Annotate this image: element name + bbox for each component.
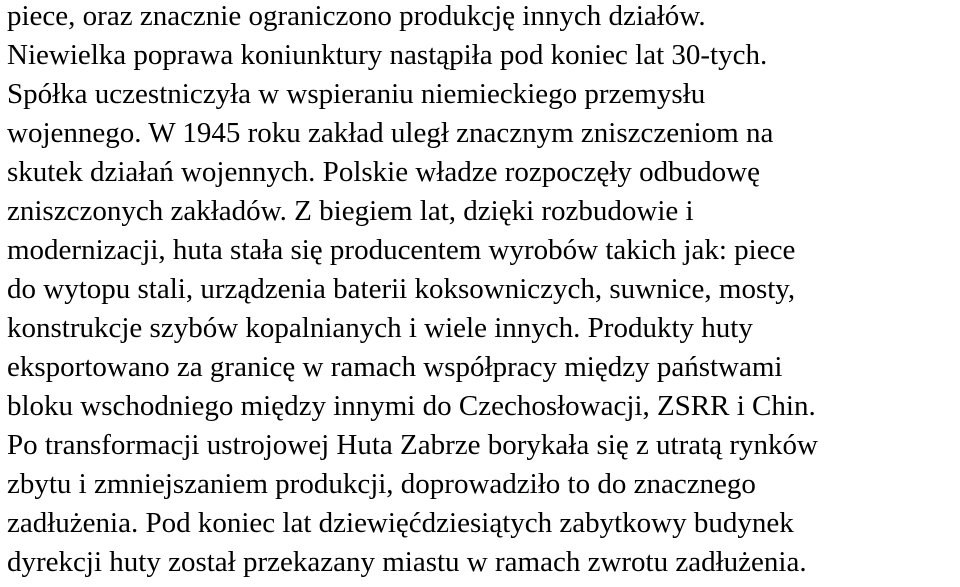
text-line-2: Niewielka poprawa koniunktury nastąpiła pod koniec lat 30-tych. bbox=[7, 39, 768, 71]
text-line-14: zadłużenia. Pod koniec lat dziewięćdziesiątych zabytkowy budynek bbox=[7, 507, 794, 539]
text-line-13: zbytu i zmniejszaniem produkcji, doprowadziło to do znacznego bbox=[7, 468, 756, 500]
text-line-15: dyrekcji huty został przekazany miastu w ramach zwrotu zadłużenia. bbox=[7, 546, 807, 578]
text-line-3: Spółka uczestniczyła w wspieraniu niemieckiego przemysłu bbox=[7, 78, 706, 110]
text-line-6: zniszczonych zakładów. Z biegiem lat, dzięki rozbudowie i bbox=[7, 195, 694, 227]
text-line-8: do wytopu stali, urządzenia baterii koksowniczych, suwnice, mosty, bbox=[7, 273, 796, 305]
text-line-1: piece, oraz znacznie ograniczono produkcję innych działów. bbox=[7, 0, 706, 32]
text-line-5: skutek działań wojennych. Polskie władze rozpoczęły odbudowę bbox=[7, 156, 760, 188]
document-page bbox=[7, 0, 957, 587]
text-line-9: konstrukcje szybów kopalnianych i wiele innych. Produkty huty bbox=[7, 312, 753, 344]
text-line-11: bloku wschodniego między innymi do Czechosłowacji, ZSRR i Chin. bbox=[7, 390, 816, 422]
text-line-7: modernizacji, huta stała się producentem wyrobów takich jak: piece bbox=[7, 234, 796, 266]
text-line-10: eksportowano za granicę w ramach współpracy między państwami bbox=[7, 351, 783, 383]
text-line-4: wojennego. W 1945 roku zakład uległ znacznym zniszczeniom na bbox=[7, 117, 774, 149]
text-line-12: Po transformacji ustrojowej Huta Zabrze borykała się z utratą rynków bbox=[7, 429, 818, 461]
body-paragraph bbox=[7, 0, 957, 582]
